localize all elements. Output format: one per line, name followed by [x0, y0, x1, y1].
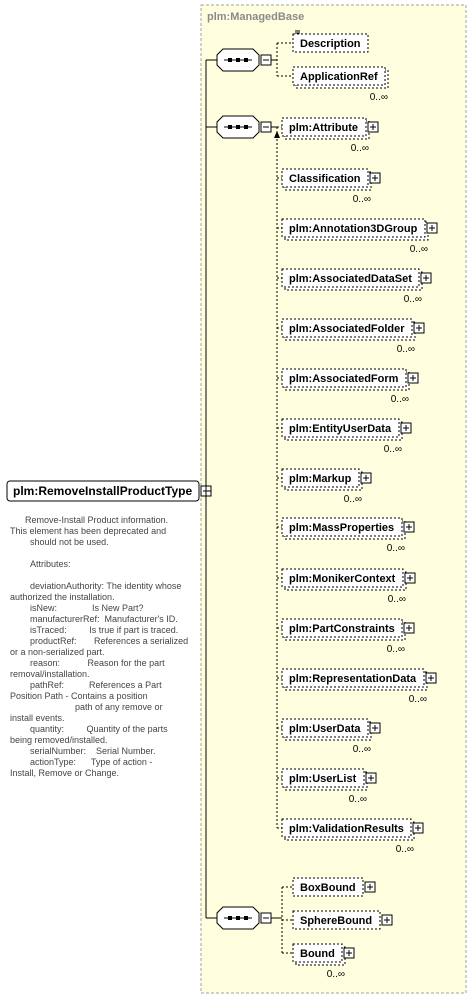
- element-label-entityuserdata: plm:EntityUserData: [289, 423, 392, 435]
- root-element-label: plm:RemoveInstallProductType: [13, 484, 193, 498]
- element-label-massproperties: plm:MassProperties: [289, 522, 395, 534]
- occurrence-partconstraints: 0..∞: [386, 644, 405, 655]
- occurrence-representationdata: 0..∞: [408, 694, 427, 705]
- element-label-classification: Classification: [289, 173, 361, 185]
- element-label-associatedfolder: plm:AssociatedFolder: [289, 323, 405, 335]
- element-label-representationdata: plm:RepresentationData: [289, 673, 417, 685]
- element-label-spherebound: SphereBound: [300, 915, 373, 927]
- occurrence-markup: 0..∞: [343, 494, 362, 505]
- element-label-boxbound: BoxBound: [300, 882, 356, 894]
- occurrence-attribute: 0..∞: [350, 143, 369, 154]
- occurrence-monikercontext: 0..∞: [387, 594, 406, 605]
- occurrence-annotation3dgroup: 0..∞: [409, 244, 428, 255]
- occurrence-associatedform: 0..∞: [390, 394, 409, 405]
- element-label-markup: plm:Markup: [289, 473, 352, 485]
- base-type-title: plm:ManagedBase: [207, 11, 305, 23]
- element-label-monikercontext: plm:MonikerContext: [289, 573, 396, 585]
- element-label-associatedform: plm:AssociatedForm: [289, 373, 399, 385]
- occurrence-classification: 0..∞: [352, 194, 371, 205]
- occurrence-userdata: 0..∞: [352, 744, 371, 755]
- occurrence-applicationref: 0..∞: [369, 92, 388, 103]
- element-label-partconstraints: plm:PartConstraints: [289, 623, 395, 635]
- element-label-userdata: plm:UserData: [289, 723, 361, 735]
- element-label-validationresults: plm:ValidationResults: [289, 823, 404, 835]
- element-label-userlist: plm:UserList: [289, 773, 357, 785]
- element-label-attribute: plm:Attribute: [289, 122, 359, 134]
- element-label-description: Description: [300, 38, 361, 50]
- base-type-container: [201, 5, 466, 993]
- element-label-applicationref: ApplicationRef: [300, 71, 378, 83]
- occurrence-entityuserdata: 0..∞: [383, 444, 402, 455]
- occurrence-validationresults: 0..∞: [395, 844, 414, 855]
- documentation-text: Remove-Install Product information. This element has been deprecated and should not be used. Attributes: deviationAuthority: The identity whose authorized the installation. isNew: Is New Part? manufacturerRef: Manufacturer's ID. isTraced: Is true if part is traced. productRef: References a serialized or a non-serialized part. reason: Reason for the part removal/installation. pathRef: References a Part Position Path - Contains a position path of any remove or install events. quantity: Quantity of the parts being removed/installed. serialNumber: Serial Number. actionType: Type of action - Install, Remove or Change.: [10, 515, 189, 778]
- occurrence-associateddataset: 0..∞: [403, 294, 422, 305]
- element-label-annotation3dgroup: plm:Annotation3DGroup: [289, 223, 418, 235]
- occurrence-bound: 0..∞: [326, 969, 345, 980]
- element-label-associateddataset: plm:AssociatedDataSet: [289, 273, 412, 285]
- occurrence-userlist: 0..∞: [348, 794, 367, 805]
- occurrence-associatedfolder: 0..∞: [396, 344, 415, 355]
- element-label-bound: Bound: [300, 948, 335, 960]
- occurrence-massproperties: 0..∞: [386, 543, 405, 554]
